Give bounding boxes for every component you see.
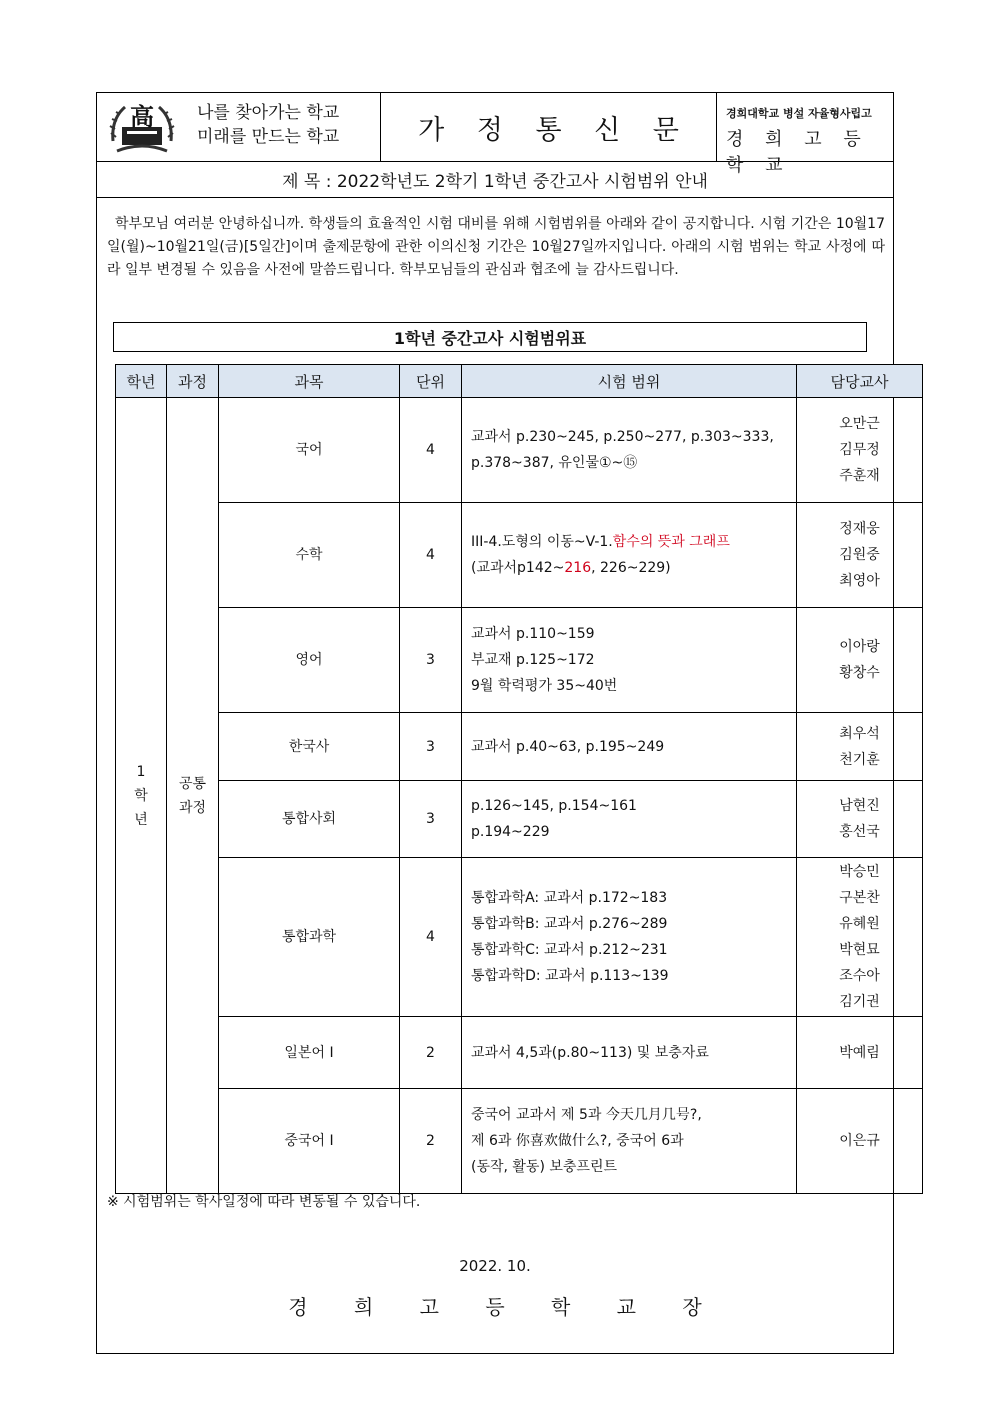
- range-line: [471, 555, 795, 581]
- teacher-name: 박예림: [839, 1044, 880, 1061]
- range-line: p.378~387, 유인물①~⑮: [471, 455, 638, 471]
- range-line: 통합과학A: 교과서 p.172~183: [471, 890, 668, 906]
- teacher-name: 정재웅: [839, 521, 880, 537]
- issue-date: 2022. 10.: [459, 1257, 531, 1275]
- range-line: 9월 학력평가 35~40번: [471, 678, 618, 694]
- course-line: 과정: [178, 799, 207, 816]
- range-text: III-4.도형의 이동~V-1.: [471, 534, 613, 550]
- course-line: 공통: [178, 775, 207, 792]
- range-cell: [462, 858, 797, 1017]
- header-teacher: 담당교사: [797, 365, 923, 398]
- teacher-name: 황창수: [839, 665, 880, 681]
- range-line: (동작, 활동) 보충프린트: [471, 1159, 617, 1175]
- range-line: p.126~145, p.154~161: [471, 798, 637, 814]
- teacher-cell: [797, 713, 923, 781]
- exam-range-table: [115, 364, 923, 1194]
- header-subject: 과목: [219, 365, 400, 398]
- motto-line-1: 나를 찾아가는 학교: [197, 103, 340, 123]
- grade-cell: [116, 398, 167, 1194]
- subject-cell: 국어: [219, 398, 400, 503]
- range-line: [471, 529, 795, 555]
- school-name: 경 희 고 등 학 교: [726, 129, 869, 176]
- teacher-name: 천기훈: [839, 751, 880, 768]
- teacher-cell: [797, 398, 923, 503]
- range-line: 제 6과 你喜欢做什么?, 중국어 6과: [471, 1133, 684, 1149]
- subject-cell: 한국사: [219, 713, 400, 781]
- principal-signature: 경 희 고 등 학 교 장: [288, 1295, 722, 1319]
- teacher-cell: [797, 1089, 923, 1194]
- teacher-name: 김원중: [839, 547, 880, 563]
- letterhead-motto-cell: [97, 93, 381, 161]
- footnote: ※ 시험범위는 학사일정에 따라 변동될 수 있습니다.: [107, 1194, 421, 1210]
- table-title: 1학년 중간고사 시험범위표: [113, 322, 867, 352]
- subject-cell: 통합사회: [219, 781, 400, 858]
- course-cell: [167, 398, 219, 1194]
- table-row: [116, 398, 923, 503]
- subject-cell: 중국어 I: [219, 1089, 400, 1194]
- range-cell: [462, 781, 797, 858]
- units-cell: 3: [400, 608, 462, 713]
- subject-cell: 영어: [219, 608, 400, 713]
- teacher-name: 조수아: [839, 968, 880, 984]
- teacher-name: 김기권: [839, 994, 880, 1010]
- table-row: [116, 1017, 923, 1089]
- units-cell: 2: [400, 1089, 462, 1194]
- units-cell: 2: [400, 1017, 462, 1089]
- range-text-highlight: 함수의 뜻과 그래프: [612, 534, 730, 550]
- teacher-cell: [797, 608, 923, 713]
- grade-char: 학: [134, 787, 148, 804]
- teacher-name: 이아랑: [839, 639, 880, 655]
- range-line: 통합과학C: 교과서 p.212~231: [471, 942, 668, 958]
- subject-line: 제 목 : 2022학년도 2학기 1학년 중간고사 시험범위 안내: [97, 162, 893, 198]
- range-cell: [462, 398, 797, 503]
- teacher-name: 오만근: [839, 416, 880, 432]
- header-range: 시험 범위: [462, 365, 797, 398]
- teacher-name: 남현진: [839, 798, 880, 814]
- units-cell: 4: [400, 503, 462, 608]
- teacher-name: 구본찬: [839, 890, 880, 906]
- document-frame: [96, 92, 894, 1354]
- subject-cell: 일본어 I: [219, 1017, 400, 1089]
- table-row: [116, 858, 923, 1017]
- range-line: 교과서 p.230~245, p.250~277, p.303~333,: [471, 429, 774, 445]
- teacher-name: 박승민: [839, 864, 880, 880]
- teacher-name: 이은규: [839, 1133, 880, 1149]
- subject-cell: 통합과학: [219, 858, 400, 1017]
- range-line: 통합과학D: 교과서 p.113~139: [471, 968, 669, 984]
- teacher-name: 김무정: [839, 442, 880, 458]
- range-line: 중국어 교과서 제 5과 今天几月几号?,: [471, 1107, 702, 1123]
- table-row: [116, 713, 923, 781]
- teacher-name: 박현묘: [839, 942, 880, 958]
- table-row: [116, 781, 923, 858]
- motto-block: [197, 101, 339, 149]
- units-cell: 4: [400, 858, 462, 1017]
- units-cell: 4: [400, 398, 462, 503]
- range-line: 교과서 p.40~63, p.195~249: [471, 738, 665, 755]
- teacher-name: 최우석: [839, 725, 880, 742]
- table-row: [116, 503, 923, 608]
- school-affiliation: 경희대학교 병설 자율형사립고: [726, 107, 872, 120]
- range-line: p.194~229: [471, 824, 550, 840]
- school-logo-icon: [107, 97, 177, 157]
- teacher-name: 최영아: [839, 573, 880, 589]
- teacher-cell: [797, 1017, 923, 1089]
- teacher-name: 주훈재: [839, 468, 880, 484]
- school-info-cell: [718, 93, 893, 176]
- header-course: 과정: [167, 365, 219, 398]
- units-cell: 3: [400, 781, 462, 858]
- letterhead: [97, 93, 893, 176]
- range-text-highlight: 216: [564, 560, 592, 576]
- logo-char: 高: [130, 102, 154, 131]
- header-units: 단위: [400, 365, 462, 398]
- grade-char: 1: [136, 763, 146, 780]
- range-cell: [462, 608, 797, 713]
- units-cell: 3: [400, 713, 462, 781]
- table-header-row: [116, 365, 923, 398]
- header-grade: 학년: [116, 365, 167, 398]
- table-row: [116, 1089, 923, 1194]
- range-cell: [462, 713, 797, 781]
- subject-cell: 수학: [219, 503, 400, 608]
- intro-paragraph: 학부모님 여러분 안녕하십니까. 학생들의 효율적인 시험 대비를 위해 시험범위를 아래와 같이 공지합니다. 시험 기간은 10월17일(월)~10월21일(금)[5일간]이며 출제문항에 관한 이의신청 기간은 10월27일까지입니다. 아래의 시험 범위는 학교 사정에 따라 일부 변경될 수 있음을 사전에 말씀드립니다. 학부모님들의 관심과 협조에 늘 감사드립니다.: [107, 216, 885, 278]
- range-text: , 226~229): [591, 560, 671, 576]
- teacher-cell: [797, 858, 923, 1017]
- range-cell: [462, 503, 797, 608]
- motto-line-2: 미래를 만드는 학교: [197, 127, 340, 147]
- range-line: 교과서 4,5과(p.80~113) 및 보충자료: [471, 1044, 709, 1061]
- range-line: 통합과학B: 교과서 p.276~289: [471, 916, 668, 932]
- table-row: [116, 608, 923, 713]
- range-line: 부교재 p.125~172: [471, 652, 595, 668]
- newsletter-title: 가 정 통 신 문: [381, 93, 717, 161]
- teacher-name: 홍선국: [839, 824, 880, 840]
- teacher-cell: [797, 781, 923, 858]
- grade-char: 년: [134, 811, 148, 828]
- range-text: (교과서p142~: [471, 560, 565, 576]
- teacher-cell: [797, 503, 923, 608]
- range-cell: [462, 1017, 797, 1089]
- range-line: 교과서 p.110~159: [471, 626, 595, 642]
- teacher-name: 유혜원: [839, 916, 880, 932]
- range-cell: [462, 1089, 797, 1194]
